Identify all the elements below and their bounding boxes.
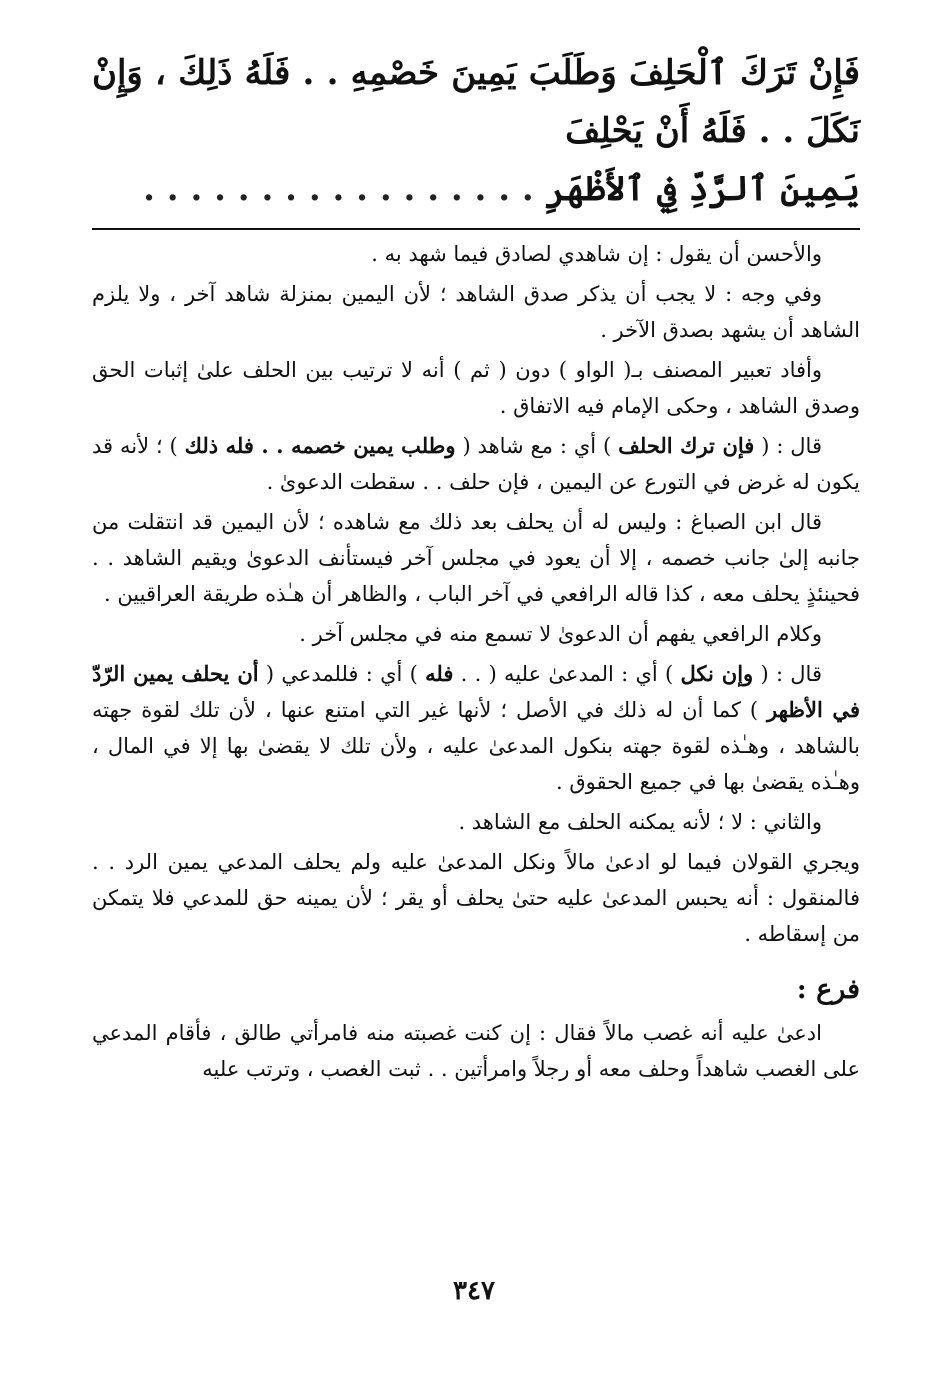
commentary-text: ) أي : مع شاهد ( (455, 434, 619, 458)
commentary-paragraph (92, 844, 860, 952)
commentary-text: والثاني : لا ؛ لأنه يمكنه الحلف مع الشاهد . (458, 810, 822, 834)
quoted-matn: وإن نكل (680, 661, 754, 686)
commentary-text: قال : ( (754, 434, 822, 458)
commentary-text: قال : ( (753, 662, 822, 686)
quoted-matn: فإن ترك الحلف (618, 433, 755, 458)
commentary-text: ) أي : فللمدعي ( (258, 662, 426, 686)
section-heading: فرع : (796, 974, 860, 1005)
commentary-paragraph (92, 276, 860, 348)
commentary-text: وكلام الرافعي يفهم أن الدعوىٰ لا تسمع منه في مجلس آخر . (299, 622, 822, 646)
matn-line-2-text: يَمِينَ ٱلرَّدِّ فِي ٱلأَظْهَرِ (545, 169, 860, 209)
quoted-matn: فله (425, 661, 454, 686)
quoted-matn: وطلب يمين خصمه . . فله ذلك (184, 433, 456, 458)
commentary (92, 236, 860, 952)
matn-text (92, 44, 860, 218)
commentary-paragraph (92, 236, 860, 272)
commentary-text: ويجري القولان فيما لو ادعىٰ مالاً ونكل المدعىٰ عليه ولم يحلف المدعي يمين الرد . . فالمنقول : أنه يحبس المدعىٰ عليه حتىٰ يحلف أو يقر ؛ لأن يمينه حق للمدعي فلا يتمكن من إسقاطه . (92, 850, 860, 946)
commentary-text: وفي وجه : لا يجب أن يذكر صدق الشاهد ؛ لأن اليمين بمنزلة شاهد آخر ، ولا يلزم الشاهد أن يشهد بصدق الآخر . (92, 282, 860, 342)
commentary-paragraph (92, 504, 860, 612)
commentary-text: ) كما أن له ذلك في الأصل ؛ لأنها غير التي امتنع عنها ، لأن تلك لقوة جهته بالشاهد ، وهـٰذه لقوة جهته بنكول المدعىٰ عليه ، ولأن تلك لا يقضىٰ بها إلا في المال ، وهـٰذه يقضىٰ بها في جميع الحقوق . (92, 698, 860, 794)
matn-line-1: فَإِنْ تَرَكَ ٱلْحَلِفَ وَطَلَبَ يَمِينَ خَصْمِهِ . . فَلَهُ ذَلِكَ ، وَإِنْ نَكَلَ . . فَلَهُ أَنْ يَحْلِفَ (92, 53, 860, 151)
commentary-text: قال ابن الصباغ : وليس له أن يحلف بعد ذلك مع شاهده ؛ لأن اليمين قد انتقلت من جانبه إلىٰ جانب خصمه ، إلا أن يعود في مجلس آخر فيستأنف الدعوىٰ ويقيم الشاهد . . فحينئذٍ يحلف معه ، كذا قاله الرافعي في آخر الباب ، والظاهر أن هـٰذه طريقة العراقيين . (92, 510, 860, 606)
matn-divider (92, 228, 860, 230)
commentary-text: ) أي : المدعىٰ عليه ( . . (453, 662, 681, 686)
commentary-text: ) ؛ لأنه قد يكون له غرض في التورع عن اليمين ، فإن حلف . . سقطت الدعوىٰ . (92, 434, 860, 494)
commentary-paragraph (92, 804, 860, 840)
section-paragraph: ادعىٰ عليه أنه غصب مالاً فقال : إن كنت غصبته منه فامرأتي طالق ، فأقام المدعي على الغصب شاهداً وحلف معه أو رجلاً وامرأتين . . ثبت الغصب ، وترتب عليه (92, 1021, 860, 1081)
matn-line-2 (92, 160, 860, 218)
commentary-paragraph (92, 656, 860, 800)
commentary-paragraph (92, 428, 860, 500)
page-number: ٣٤٧ (453, 1276, 495, 1306)
commentary-paragraph (92, 352, 860, 424)
matn-dots: . . . . . . . . . . . . . . . . . (143, 169, 534, 209)
quoted-matn: أن يحلف يمين الرّدّ في الأظهر (92, 661, 860, 722)
commentary-text: والأحسن أن يقول : إن شاهدي لصادق فيما شهد به . (371, 242, 822, 266)
commentary-paragraph (92, 616, 860, 652)
commentary-text: وأفاد تعبير المصنف بـ( الواو ) دون ( ثم ) أنه لا ترتيب بين الحلف علىٰ إثبات الحق وصدق الشاهد ، وحكى الإمام فيه الاتفاق . (92, 358, 860, 418)
